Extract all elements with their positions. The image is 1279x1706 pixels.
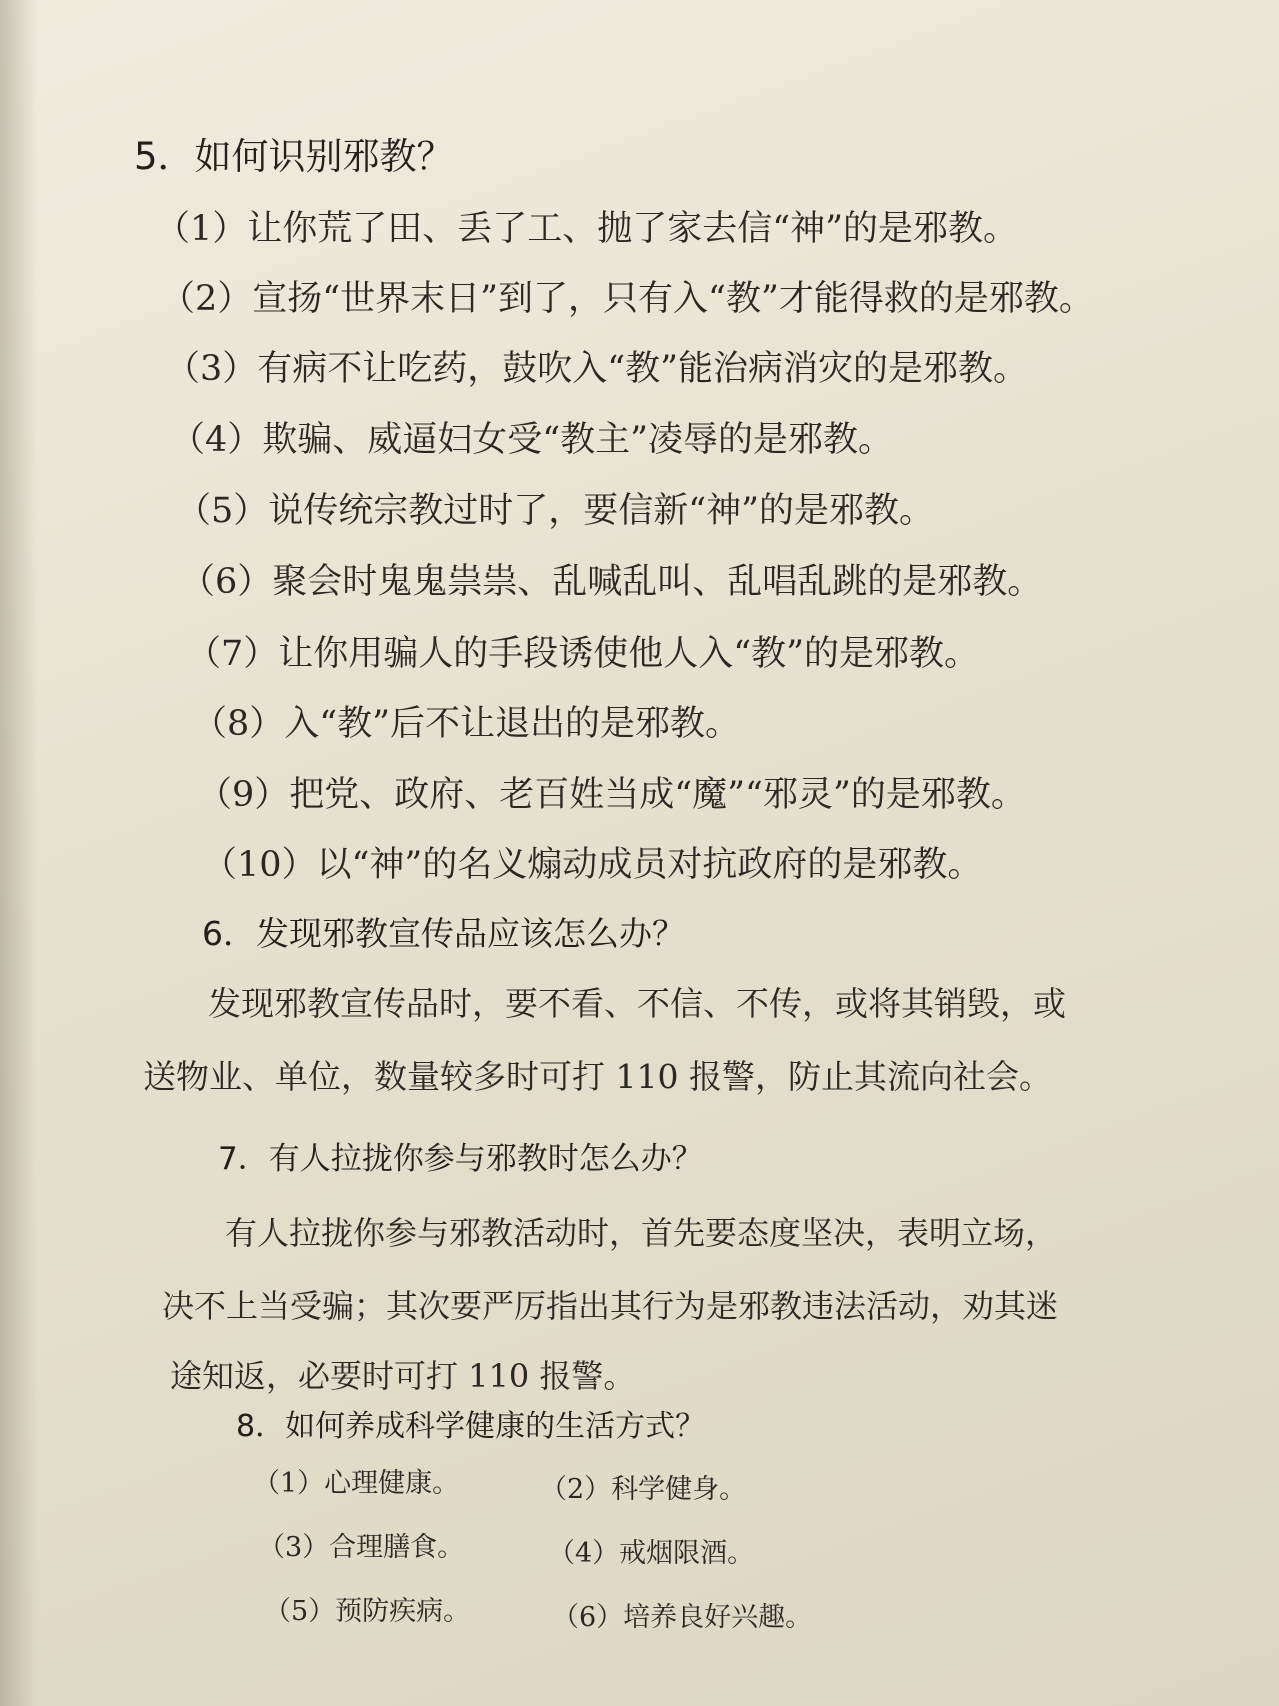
section6-heading: 6．发现邪教宣传品应该怎么办？ <box>202 914 685 953</box>
section8-item-5: （5）预防疾病。 <box>264 1596 471 1627</box>
section5-item-9: （9）把党、政府、老百姓当成“魔”“邪灵”的是邪教。 <box>197 775 1026 815</box>
section5-item-4: （4）欺骗、威逼妇女受“教主”凌辱的是邪教。 <box>170 420 894 460</box>
section5-item-10: （10）以“神”的名义煽动成员对抗政府的是邪教。 <box>202 845 983 885</box>
section5-item-6: （6）聚会时鬼鬼祟祟、乱喊乱叫、乱唱乱跳的是邪教。 <box>180 562 1043 602</box>
section5-heading: 5．如何识别邪教？ <box>134 135 454 178</box>
page-edge-shadow <box>0 0 38 1706</box>
section8-item-3: （3）合理膳食。 <box>258 1532 465 1563</box>
section7-paragraph-line-3: 途知返，必要时可打 110 报警。 <box>170 1357 636 1395</box>
section8-item-1: （1）心理健康。 <box>253 1468 460 1499</box>
section5-item-2: （2）宣扬“世界末日”到了，只有入“教”才能得救的是邪教。 <box>160 279 1094 319</box>
section5-item-8: （8）入“教”后不让退出的是邪教。 <box>192 704 741 744</box>
section8-item-6: （6）培养良好兴趣。 <box>552 1602 813 1633</box>
section5-item-3: （3）有病不让吃药，鼓吹入“教”能治病消灾的是邪教。 <box>165 349 1029 389</box>
section7-paragraph-line-1: 有人拉拢你参与邪教活动时，首先要态度坚决，表明立场， <box>225 1214 1058 1252</box>
section5-item-1: （1）让你荒了田、丢了工、抛了家去信“神”的是邪教。 <box>155 209 1019 249</box>
section8-item-4: （4）戒烟限酒。 <box>548 1538 755 1569</box>
section5-item-7: （7）让你用骗人的手段诱使他人入“教”的是邪教。 <box>186 634 980 674</box>
section8-item-2: （2）科学健身。 <box>540 1474 747 1505</box>
section7-heading: 7．有人拉拢你参与邪教时怎么办？ <box>218 1141 703 1177</box>
section5-item-5: （5）说传统宗教过时了，要信新“神”的是邪教。 <box>176 491 935 531</box>
section6-paragraph-line-2: 送物业、单位，数量较多时可打 110 报警，防止其流向社会。 <box>143 1057 1052 1096</box>
section7-paragraph-line-2: 决不上当受骗；其次要严厉指出其行为是邪教违法活动，劝其迷 <box>162 1287 1059 1325</box>
section6-paragraph-line-1: 发现邪教宣传品时，要不看、不信、不传，或将其销毁，或 <box>208 984 1066 1023</box>
section8-heading: 8．如何养成科学健康的生活方式？ <box>236 1409 706 1444</box>
